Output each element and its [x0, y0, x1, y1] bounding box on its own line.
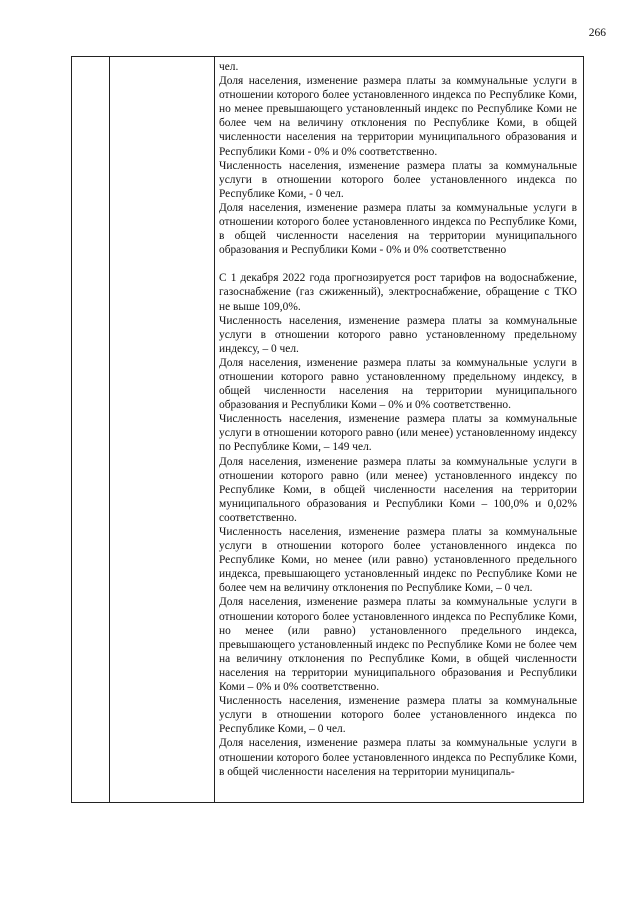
paragraph: Доля населения, изменение размера платы за коммунальные услуги в отношении которого более установленного индекса по Республике Коми, но менее (или равно) установленного предельного индекса, превышающего установленный индекс по Республике Коми не более чем на величину отклонения по Республике Коми, в общей численности населения на территории муниципального образования и Республики Коми – 0% и 0% соответственно. — [219, 596, 577, 694]
paragraph: Численность населения, изменение размера платы за коммунальные услуги в отношении которого более установленного индекса по Республике Коми, - 0 чел. — [219, 159, 577, 200]
paragraph: Численность населения, изменение размера платы за коммунальные услуги в отношении которого равно (или менее) установленному индексу по Республике Коми, – 149 чел. — [219, 413, 577, 454]
table-column-divider — [109, 57, 110, 802]
paragraph: чел. — [219, 61, 239, 73]
page-number: 266 — [588, 27, 606, 39]
paragraph: Доля населения, изменение размера платы за коммунальные услуги в отношении которого равно (или менее) установленного индексу по Республике Коми, в общей численности населения на территории муниципального образования и Республики Коми – 100,0% и 0,02% соответственно. — [219, 455, 577, 524]
paragraph: С 1 декабря 2022 года прогнозируется рост тарифов на водоснабжение, газоснабжение (газ сжиженный), электроснабжение, обращение с ТКО не выше 109,0%. — [219, 272, 577, 313]
paragraph: Доля населения, изменение размера платы за коммунальные услуги в отношении которого равно установленному предельному индексу, в общей численности населения на территории муниципального образования и Республики Коми – 0% и 0% соответственно. — [219, 356, 577, 412]
document-table — [71, 56, 584, 803]
paragraph: Доля населения, изменение размера платы за коммунальные услуги в отношении которого более установленного индекса по Республике Коми, в общей численности населения на территории муниципального образования и Республики Коми - 0% и 0% соответственно — [219, 201, 577, 257]
paragraph: Доля населения, изменение размера платы за коммунальные услуги в отношении которого более установленного индекса по Республике Коми, но менее превышающего установленный индекс по Республике Коми не более чем на величину отклонения по Республике Коми, в общей численности населения на территории муниципального образования и Республики Коми - 0% и 0% соответственно. — [219, 75, 577, 158]
paragraph: Численность населения, изменение размера платы за коммунальные услуги в отношении которого более установленного индекса по Республике Коми, – 0 чел. — [219, 695, 577, 736]
paragraph: Численность населения, изменение размера платы за коммунальные услуги в отношении которого более установленного индекса по Республике Коми, но менее (или равно) установленного предельного индекса, превышающего установленный индекс по Республике Коми не более чем на величину отклонения по Республике Коми, – 0 чел. — [219, 526, 577, 595]
paragraph-spacer — [219, 257, 577, 271]
table-column-divider — [214, 57, 215, 802]
paragraph: Численность населения, изменение размера платы за коммунальные услуги в отношении которого равно установленному предельному индексу, – 0 чел. — [219, 314, 577, 355]
table-cell-text — [219, 60, 577, 779]
paragraph: Доля населения, изменение размера платы за коммунальные услуги в отношении которого более установленного индекса по Республике Коми, в общей численности населения на территории муниципаль- — [219, 737, 577, 778]
